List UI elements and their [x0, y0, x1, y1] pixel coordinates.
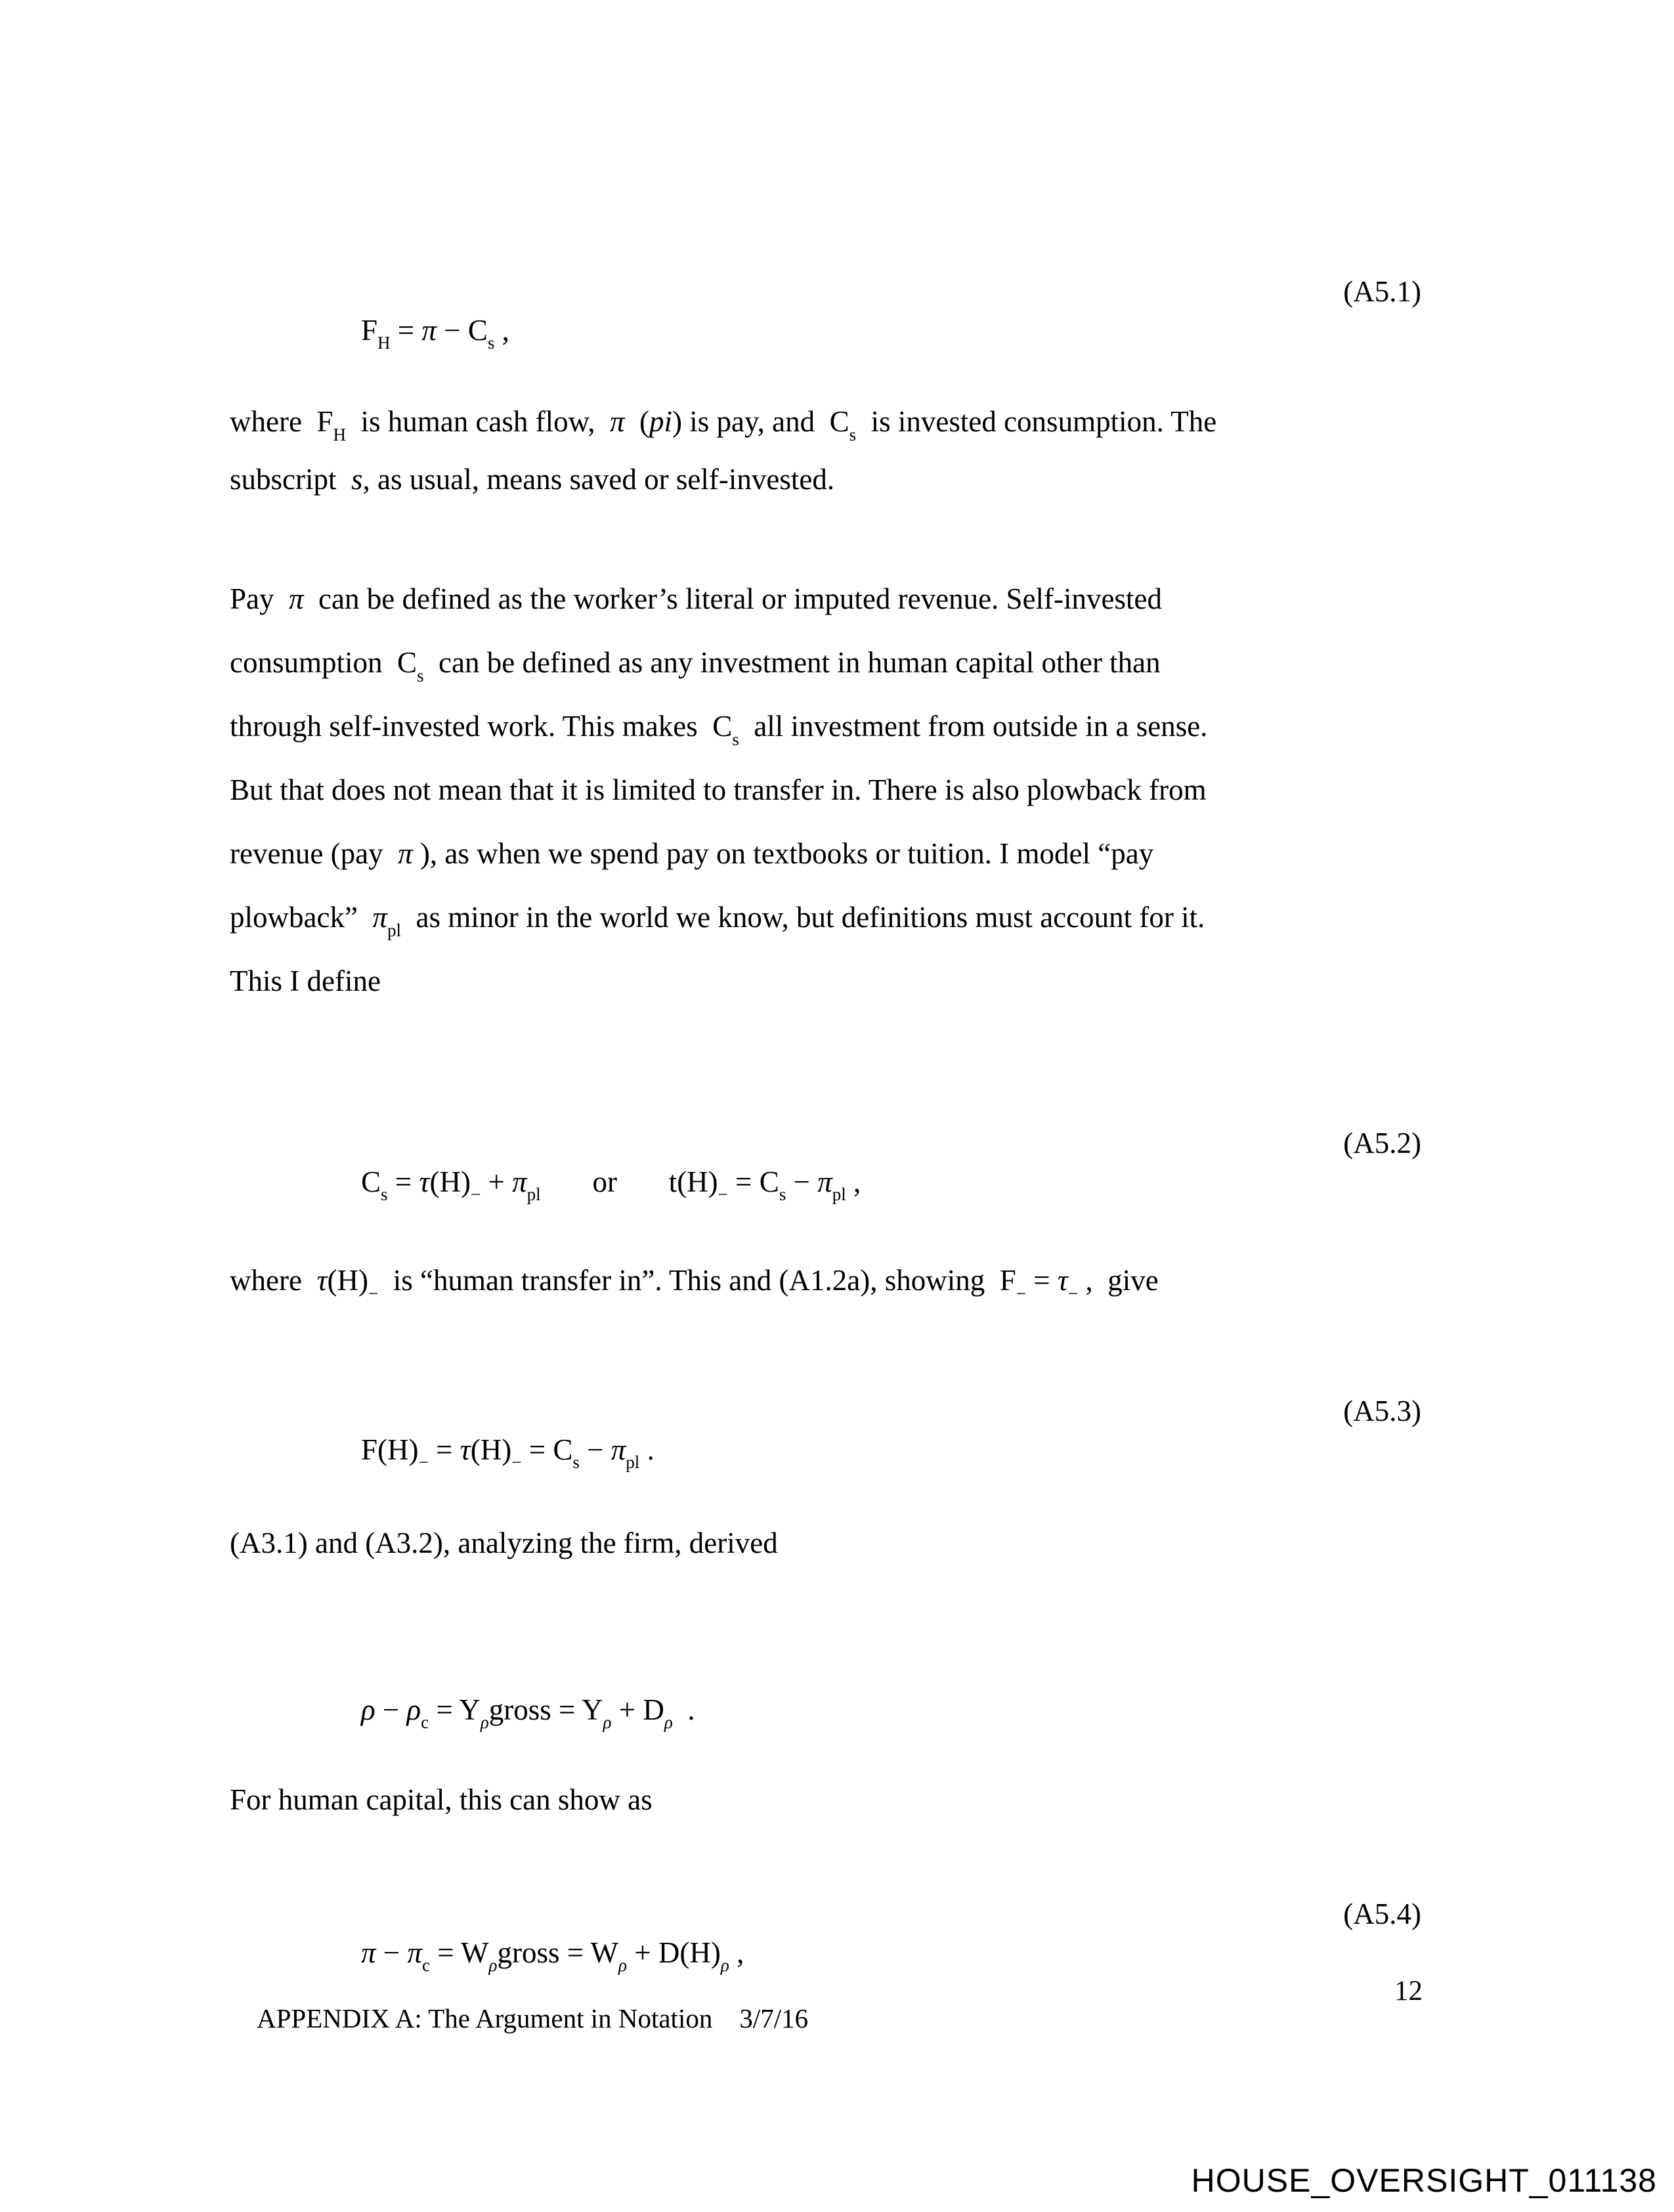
text-segment: pl: [832, 1184, 846, 1204]
paragraph-where-fh: [230, 393, 1431, 508]
text-segment: π: [289, 582, 304, 615]
text-segment: consumption C: [230, 646, 418, 679]
text-segment: where: [230, 1264, 317, 1297]
paragraph-a31-a32: [230, 1524, 1431, 1563]
text-segment: −: [718, 1184, 728, 1204]
equation-label: (A5.2): [1343, 1127, 1421, 1160]
text-segment: τ: [1057, 1264, 1068, 1297]
text-segment: τ: [460, 1433, 471, 1466]
text-segment: gross = Y: [488, 1693, 603, 1726]
text-segment: can be defined as the worker’s literal or imputed revenue. Self-invested: [303, 582, 1162, 615]
text-segment: H: [333, 424, 346, 445]
text-segment: plowback”: [230, 901, 373, 934]
text-line: [230, 758, 1431, 822]
text-segment: is invested consumption. The: [856, 405, 1217, 438]
text-segment: But that does not mean that it is limited to transfer in. There is also plowback from: [230, 773, 1207, 806]
text-segment: all investment from outside in a sense.: [739, 710, 1208, 743]
text-segment: s: [779, 1184, 786, 1204]
bates-stamp: HOUSE_OVERSIGHT_011138: [1191, 2162, 1657, 2199]
equation-a5-2: [332, 1124, 1421, 1278]
text-segment: ρ: [480, 1712, 489, 1732]
text-segment: For human capital, this can show as: [230, 1783, 653, 1816]
text-segment: −: [418, 1452, 429, 1472]
text-segment: −: [579, 1433, 611, 1466]
text-segment: π: [361, 1936, 376, 1969]
text-segment: =: [1025, 1264, 1058, 1297]
text-segment: is “human transfer in”. This and (A1.2a), showing F: [378, 1264, 1016, 1297]
text-segment: F: [361, 313, 378, 347]
text-segment: −: [511, 1452, 522, 1472]
equation-body: [361, 1693, 695, 1732]
text-line: [230, 886, 1431, 949]
text-segment: π: [398, 837, 413, 870]
text-segment: ,: [494, 313, 509, 347]
equation-body: [361, 1165, 861, 1204]
page-number: 12: [1394, 1976, 1423, 2006]
text-segment: π: [421, 313, 437, 347]
equation-rho: [332, 1652, 1421, 1767]
footer-title-date: APPENDIX A: The Argument in Notation 3/7/16: [257, 2003, 809, 2034]
text-segment: −: [1016, 1283, 1026, 1303]
text-segment: τ: [419, 1165, 430, 1198]
text-segment: ρ: [488, 1955, 498, 1975]
text-segment: can be defined as any investment in human capital other than: [423, 646, 1161, 679]
text-segment: pl: [387, 920, 401, 940]
equation-body: [361, 1936, 744, 1975]
paragraph-where-tau: [230, 1261, 1431, 1303]
text-segment: C: [361, 1165, 381, 1198]
text-segment: as minor in the world we know, but definitions must account for it.: [400, 901, 1205, 934]
text-segment: ρ: [618, 1955, 628, 1975]
text-segment: , give: [1078, 1264, 1159, 1297]
text-segment: τ: [316, 1264, 328, 1297]
text-line: [230, 567, 1431, 631]
text-segment: = Y: [429, 1693, 481, 1726]
equation-body: [361, 313, 509, 353]
text-line: [230, 695, 1431, 758]
text-line: [230, 631, 1431, 695]
text-segment: s: [732, 729, 739, 749]
text-segment: revenue (pay: [230, 837, 398, 870]
text-segment: .: [639, 1433, 655, 1466]
text-segment: =: [390, 313, 422, 347]
text-segment: s: [487, 333, 495, 353]
text-segment: s: [849, 424, 857, 445]
text-segment: gross = W: [497, 1936, 619, 1969]
text-segment: ρ: [603, 1712, 612, 1732]
text-segment: subscript: [230, 463, 351, 496]
text-segment: ρ: [664, 1712, 673, 1732]
text-segment: +: [481, 1165, 513, 1198]
text-segment: s: [572, 1452, 580, 1472]
text-segment: π: [372, 901, 387, 934]
text-segment: s: [417, 665, 424, 685]
text-segment: π: [512, 1165, 527, 1198]
text-segment: s: [351, 463, 363, 496]
text-segment: = C: [727, 1165, 779, 1198]
text-segment: ) is pay, and C: [672, 405, 849, 438]
text-segment: F(H): [361, 1433, 419, 1466]
text-segment: This I define: [230, 965, 381, 997]
text-segment: through self-invested work. This makes C: [230, 710, 733, 743]
text-segment: ,: [729, 1936, 744, 1969]
equation-a5-3: [332, 1392, 1421, 1546]
text-segment: −: [376, 1936, 408, 1969]
text-segment: pl: [526, 1184, 541, 1204]
equation-label: (A5.3): [1343, 1395, 1421, 1427]
text-segment: .: [672, 1693, 695, 1726]
text-segment: H: [377, 333, 391, 353]
text-segment: = W: [429, 1936, 489, 1969]
text-segment: −: [1067, 1283, 1079, 1303]
text-segment: π: [609, 405, 625, 438]
text-segment: π: [611, 1433, 626, 1466]
text-segment: π: [407, 1936, 422, 1969]
text-segment: =: [428, 1433, 460, 1466]
text-segment: π: [817, 1165, 832, 1198]
paragraph-pay-definition: [230, 567, 1431, 1013]
text-segment: , as usual, means saved or self-invested.: [362, 463, 835, 496]
text-segment: =: [387, 1165, 419, 1198]
paragraph-for-human-capital: [230, 1781, 1431, 1819]
text-segment: s: [381, 1184, 388, 1204]
text-segment: −: [375, 1693, 407, 1726]
text-segment: where F: [230, 405, 333, 438]
text-segment: − C: [436, 313, 488, 347]
text-segment: (H): [470, 1433, 512, 1466]
text-segment: −: [471, 1184, 481, 1204]
text-segment: ), as when we spend pay on textbooks or tuition. I model “pay: [412, 837, 1154, 870]
text-segment: or: [540, 1165, 669, 1198]
text-segment: (H): [429, 1165, 471, 1198]
text-line: [230, 822, 1431, 886]
text-segment: = C: [521, 1433, 573, 1466]
text-segment: pi: [649, 405, 673, 438]
text-segment: c: [421, 1955, 430, 1975]
text-segment: c: [421, 1712, 429, 1732]
text-segment: pl: [626, 1452, 640, 1472]
text-segment: t(H): [668, 1165, 718, 1198]
text-segment: −: [368, 1283, 379, 1303]
page-footer: [230, 1968, 1423, 2103]
text-segment: + D: [611, 1693, 664, 1726]
text-line: [230, 393, 1431, 450]
text-segment: (H): [327, 1264, 369, 1297]
text-line: [230, 1261, 1431, 1303]
text-line: [230, 450, 1431, 508]
text-segment: Pay: [230, 582, 289, 615]
text-line: [230, 949, 1431, 1013]
equation-body: [361, 1433, 655, 1472]
text-line: [230, 1781, 1431, 1819]
text-segment: ,: [846, 1165, 861, 1198]
text-segment: ρ: [406, 1693, 421, 1726]
text-segment: (A3.1) and (A3.2), analyzing the firm, derived: [230, 1527, 778, 1559]
text-line: [230, 1524, 1431, 1563]
text-segment: ρ: [361, 1693, 376, 1726]
equation-label: (A5.1): [1343, 275, 1421, 308]
text-segment: + D(H): [627, 1936, 721, 1969]
text-segment: is human cash flow,: [345, 405, 610, 438]
text-segment: −: [786, 1165, 818, 1198]
equation-label: (A5.4): [1343, 1898, 1421, 1930]
text-segment: (: [624, 405, 650, 438]
text-segment: ρ: [720, 1955, 729, 1975]
